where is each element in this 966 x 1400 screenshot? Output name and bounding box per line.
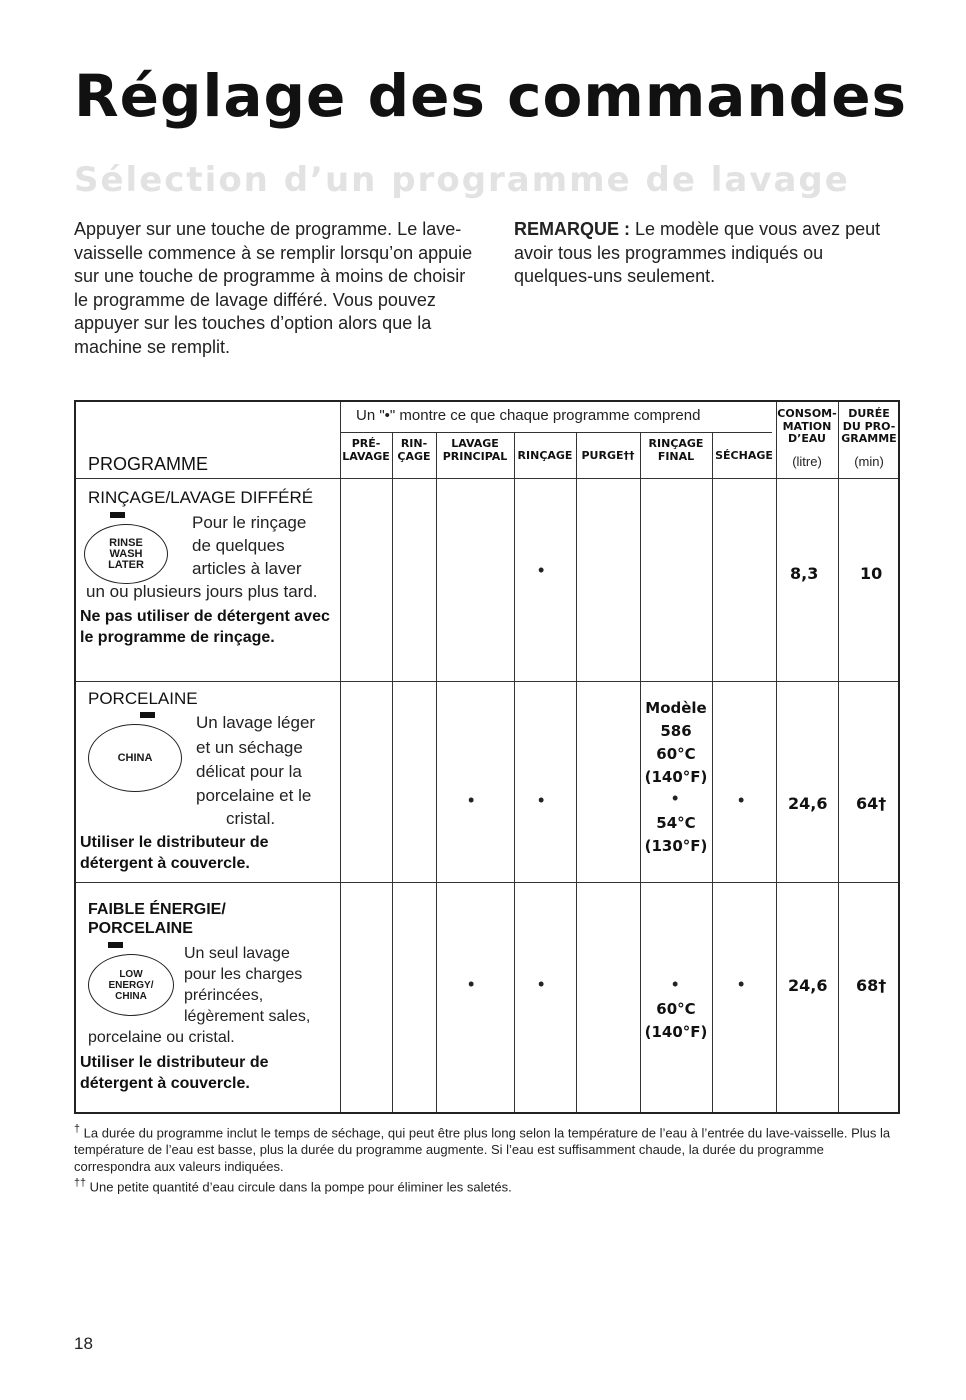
table-caption: Un "•" montre ce que chaque programme comprend [356, 407, 701, 424]
header-duree: DURÉE DU PRO- GRAMME [841, 407, 897, 445]
footnote-double-dagger-text: Une petite quantité d’eau circule dans la pompe pour éliminer les saletés. [89, 1179, 512, 1195]
rinse-desc-line: articles à laver [192, 559, 302, 578]
china-final-temp-f: (140°F) [644, 768, 708, 786]
china-final-model-number: 586 [660, 722, 692, 740]
low-desc-line: porcelaine ou cristal. [88, 1029, 235, 1046]
header-consommation: CONSOM- MATION D’EAU [777, 407, 837, 445]
china-final-temp-2-f: (130°F) [644, 837, 708, 855]
footnote-double-dagger-mark: †† [74, 1177, 87, 1189]
low-energy-china-key-icon: LOW ENERGY/ CHINA [88, 954, 174, 1016]
rinse-desc-line: de quelques [192, 536, 285, 555]
rinse-note: Ne pas utiliser de détergent avec le programme de rinçage. [80, 608, 330, 646]
china-bullet-lavage: • [468, 790, 475, 810]
china-note: Utiliser le distributeur de détergent à couvercle. [80, 834, 269, 872]
row-divider [76, 882, 898, 883]
china-desc-line: et un séchage [196, 738, 303, 757]
header-sechage: SÉCHAGE [715, 449, 773, 462]
rinse-bullet-rincage: • [538, 560, 545, 580]
col-divider [776, 402, 777, 1112]
china-water: 24,6 [788, 794, 828, 813]
remark-label: REMARQUE : [514, 219, 630, 239]
program-column-header: PROGRAMME [88, 454, 209, 474]
low-desc-line: légèrement sales, [184, 1008, 311, 1025]
low-bullet-rincage: • [538, 974, 545, 994]
rinse-desc-line: Pour le rinçage [192, 513, 307, 532]
china-key-icon: CHINA [88, 724, 182, 792]
row-title-low-energy: PORCELAINE [88, 920, 193, 937]
footnote-dagger [74, 1121, 904, 1175]
low-desc-line: pour les charges [184, 966, 303, 983]
low-bullet-lavage: • [468, 974, 475, 994]
china-bullet-final: • [672, 788, 679, 808]
low-bullet-final: • [672, 974, 679, 994]
row-divider [76, 478, 898, 479]
footnote-dagger-text: La durée du programme inclut le temps de séchage, qui peut être plus long selon la température de l’eau à l’entrée du lave-vaisselle. Plus la température de l’eau est basse, plus la durée du programme augmente. Si l’eau est suffisamment chaude, la durée du programme correspondra aux valeurs indiquées. [74, 1125, 891, 1175]
china-final-temp: 60°C [656, 745, 696, 763]
col-divider [514, 432, 515, 1112]
remark-text: Le modèle que vous avez peut avoir tous les programmes indiqués ou quelques-uns seulement. [514, 219, 881, 286]
header-rincage-2: RINÇAGE [517, 449, 573, 462]
footnote-dagger-mark: † [74, 1123, 81, 1135]
header-prelavage: PRÉ- LAVAGE [342, 437, 390, 463]
china-bullet-sechage: • [738, 790, 745, 810]
col-divider [838, 402, 839, 1112]
footnote-double-dagger [74, 1175, 904, 1195]
header-purge: PURGE†† [581, 449, 635, 462]
header-consommation-unit: (litre) [792, 454, 822, 469]
caption-underline [340, 432, 772, 433]
china-time: 64† [856, 794, 887, 813]
page-title: Réglage des commandes [74, 62, 908, 130]
china-desc-line: porcelaine et le [196, 786, 312, 805]
col-divider [436, 432, 437, 1112]
rinse-desc-line: un ou plusieurs jours plus tard. [86, 582, 318, 601]
col-divider [340, 402, 341, 1112]
indicator-light-icon [110, 512, 125, 518]
indicator-light-icon [108, 942, 123, 948]
header-rincage-final: RINÇAGE FINAL [648, 437, 704, 463]
remark-paragraph [514, 218, 894, 289]
page-number: 18 [74, 1334, 93, 1353]
rinse-water: 8,3 [790, 564, 819, 583]
program-table [74, 400, 900, 1114]
section-subtitle: Sélection d’un programme de lavage [74, 160, 850, 200]
china-desc-line: Un lavage léger [196, 713, 316, 732]
low-final-temp-f: (140°F) [644, 1023, 708, 1041]
low-bullet-sechage: • [738, 974, 745, 994]
row-title-china: PORCELAINE [88, 689, 198, 708]
china-final-model: Modèle [645, 699, 707, 717]
rinse-wash-later-key-icon: RINSE WASH LATER [84, 524, 168, 584]
china-bullet-rincage: • [538, 790, 545, 810]
low-desc-line: Un seul lavage [184, 945, 290, 962]
low-energy-note: Utiliser le distributeur de détergent à couvercle. [80, 1054, 269, 1092]
low-time: 68† [856, 976, 887, 995]
row-divider [76, 681, 898, 682]
low-final-temp: 60°C [656, 1000, 696, 1018]
row-title-low-energy: FAIBLE ÉNERGIE/ [88, 901, 226, 918]
header-lavage-principal: LAVAGE PRINCIPAL [442, 437, 508, 463]
china-desc-line: délicat pour la [196, 762, 302, 781]
china-desc-line: cristal. [226, 809, 276, 828]
col-divider [576, 432, 577, 1112]
china-final-temp-2: 54°C [656, 814, 696, 832]
rinse-time: 10 [860, 564, 883, 583]
col-divider [712, 432, 713, 1112]
col-divider [392, 432, 393, 1112]
low-water: 24,6 [788, 976, 828, 995]
row-title-rinse: RINÇAGE/LAVAGE DIFFÉRÉ [88, 488, 314, 507]
intro-paragraph: Appuyer sur une touche de programme. Le lave-vaisselle commence à se remplir lorsqu’on appuie sur une touche de programme à moins de choisir le programme de lavage différé. Vous pouvez appuyer sur les touches d’option alors que la machine se remplit. [74, 219, 473, 357]
header-duree-unit: (min) [854, 454, 884, 469]
indicator-light-icon [140, 712, 155, 718]
header-rincage: RIN- ÇAGE [397, 437, 431, 463]
low-desc-line: prérincées, [184, 987, 264, 1004]
